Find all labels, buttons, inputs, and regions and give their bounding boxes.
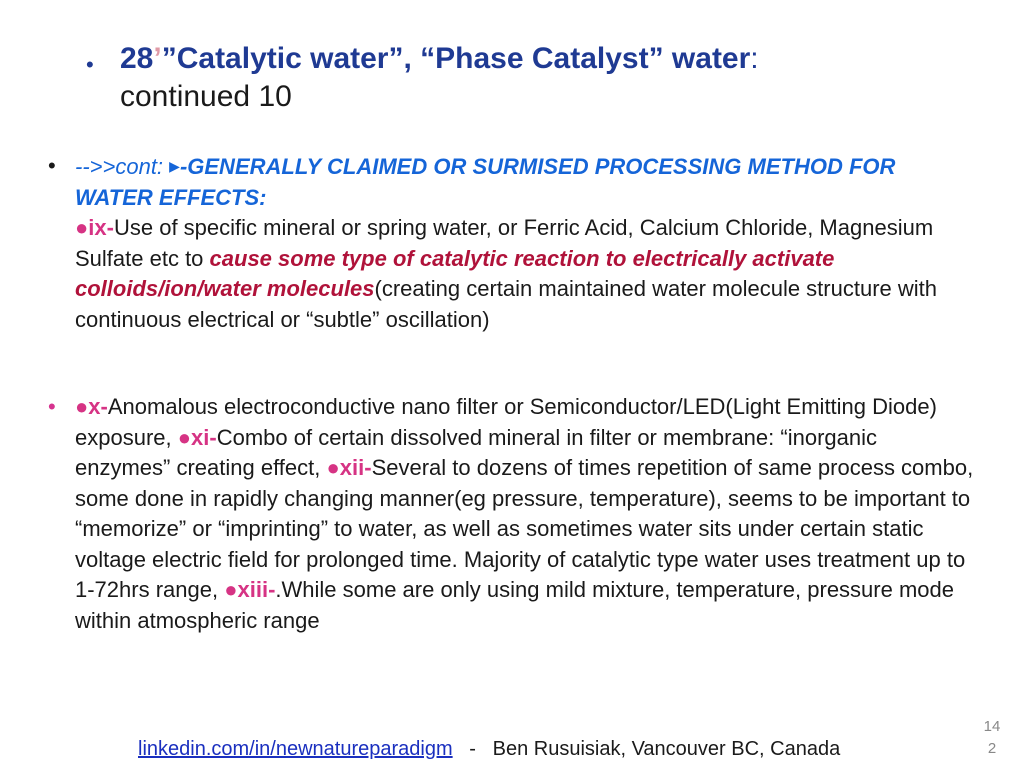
linkedin-link[interactable]: linkedin.com/in/newnatureparadigm	[138, 738, 453, 760]
bullet-marker-1: •	[48, 153, 56, 178]
bullet-paragraph-2	[75, 392, 975, 636]
footer-author: Ben Rusuisiak, Vancouver BC, Canada	[492, 738, 841, 760]
bullet-marker-2: •	[48, 394, 56, 419]
item-text-xi: Combo of certain dissolved mineral in filter or membrane: “inorganic enzymes” creating effect,	[75, 424, 877, 480]
section-heading: -GENERALLY CLAIMED OR SURMISED PROCESSING METHOD FOR WATER EFFECTS:	[75, 154, 896, 210]
item-text-ix-a: Use of specific mineral or spring water, or Ferric Acid, Calcium Chloride, Magnesium Sulfate etc to	[75, 215, 934, 271]
item-label-xi: ●xi-	[177, 424, 217, 450]
item-text-xiii: .While some are only using mild mixture, temperature, pressure mode within atmospheric range	[75, 577, 954, 633]
item-label-ix: ●ix-	[75, 215, 114, 240]
page-number-line2: 2	[987, 740, 997, 757]
title-colon: :	[750, 42, 759, 75]
page-number	[980, 716, 1004, 760]
item-text-xii: Several to dozens of times repetition of same process combo, some done in rapidly changing manner(eg pressure, temperature), seems to be important to “memorize” or “imprinting” to water, as well as sometimes water sits under certain static voltage electric field for prolonged time. Majority of catalytic type water uses treatment up to 1-72hrs range,	[75, 455, 974, 602]
title-tick: ’	[153, 42, 162, 75]
item-label-xii: ●xii-	[326, 455, 372, 480]
bullet-paragraph-1	[75, 151, 975, 335]
cont-prefix: -->>cont:	[75, 154, 170, 179]
item-emphasis-ix: cause some type of catalytic reaction to electrically activate colloids/ion/water molecules	[75, 245, 835, 301]
title-continued: continued 10	[120, 80, 292, 113]
title-number: 28	[120, 42, 154, 75]
arrow-icon: ▶	[169, 158, 180, 174]
item-label-x: ●x-	[75, 394, 108, 419]
title-main: ”Catalytic water”, “Phase Catalyst” water	[161, 42, 751, 75]
footer-separator: -	[452, 738, 493, 760]
slide-title	[120, 40, 940, 116]
item-text-x: Anomalous electroconductive nano filter or Semiconductor/LED(Light Emitting Diode) exposure,	[75, 394, 937, 450]
footer	[138, 738, 840, 761]
title-bullet: •	[86, 52, 94, 77]
item-text-ix-b: (creating certain maintained water molecule structure with continuous electrical or “subtle” oscillation)	[75, 276, 938, 332]
page-number-line1: 14	[983, 718, 1001, 735]
item-label-xiii: ●xiii-	[224, 577, 276, 602]
